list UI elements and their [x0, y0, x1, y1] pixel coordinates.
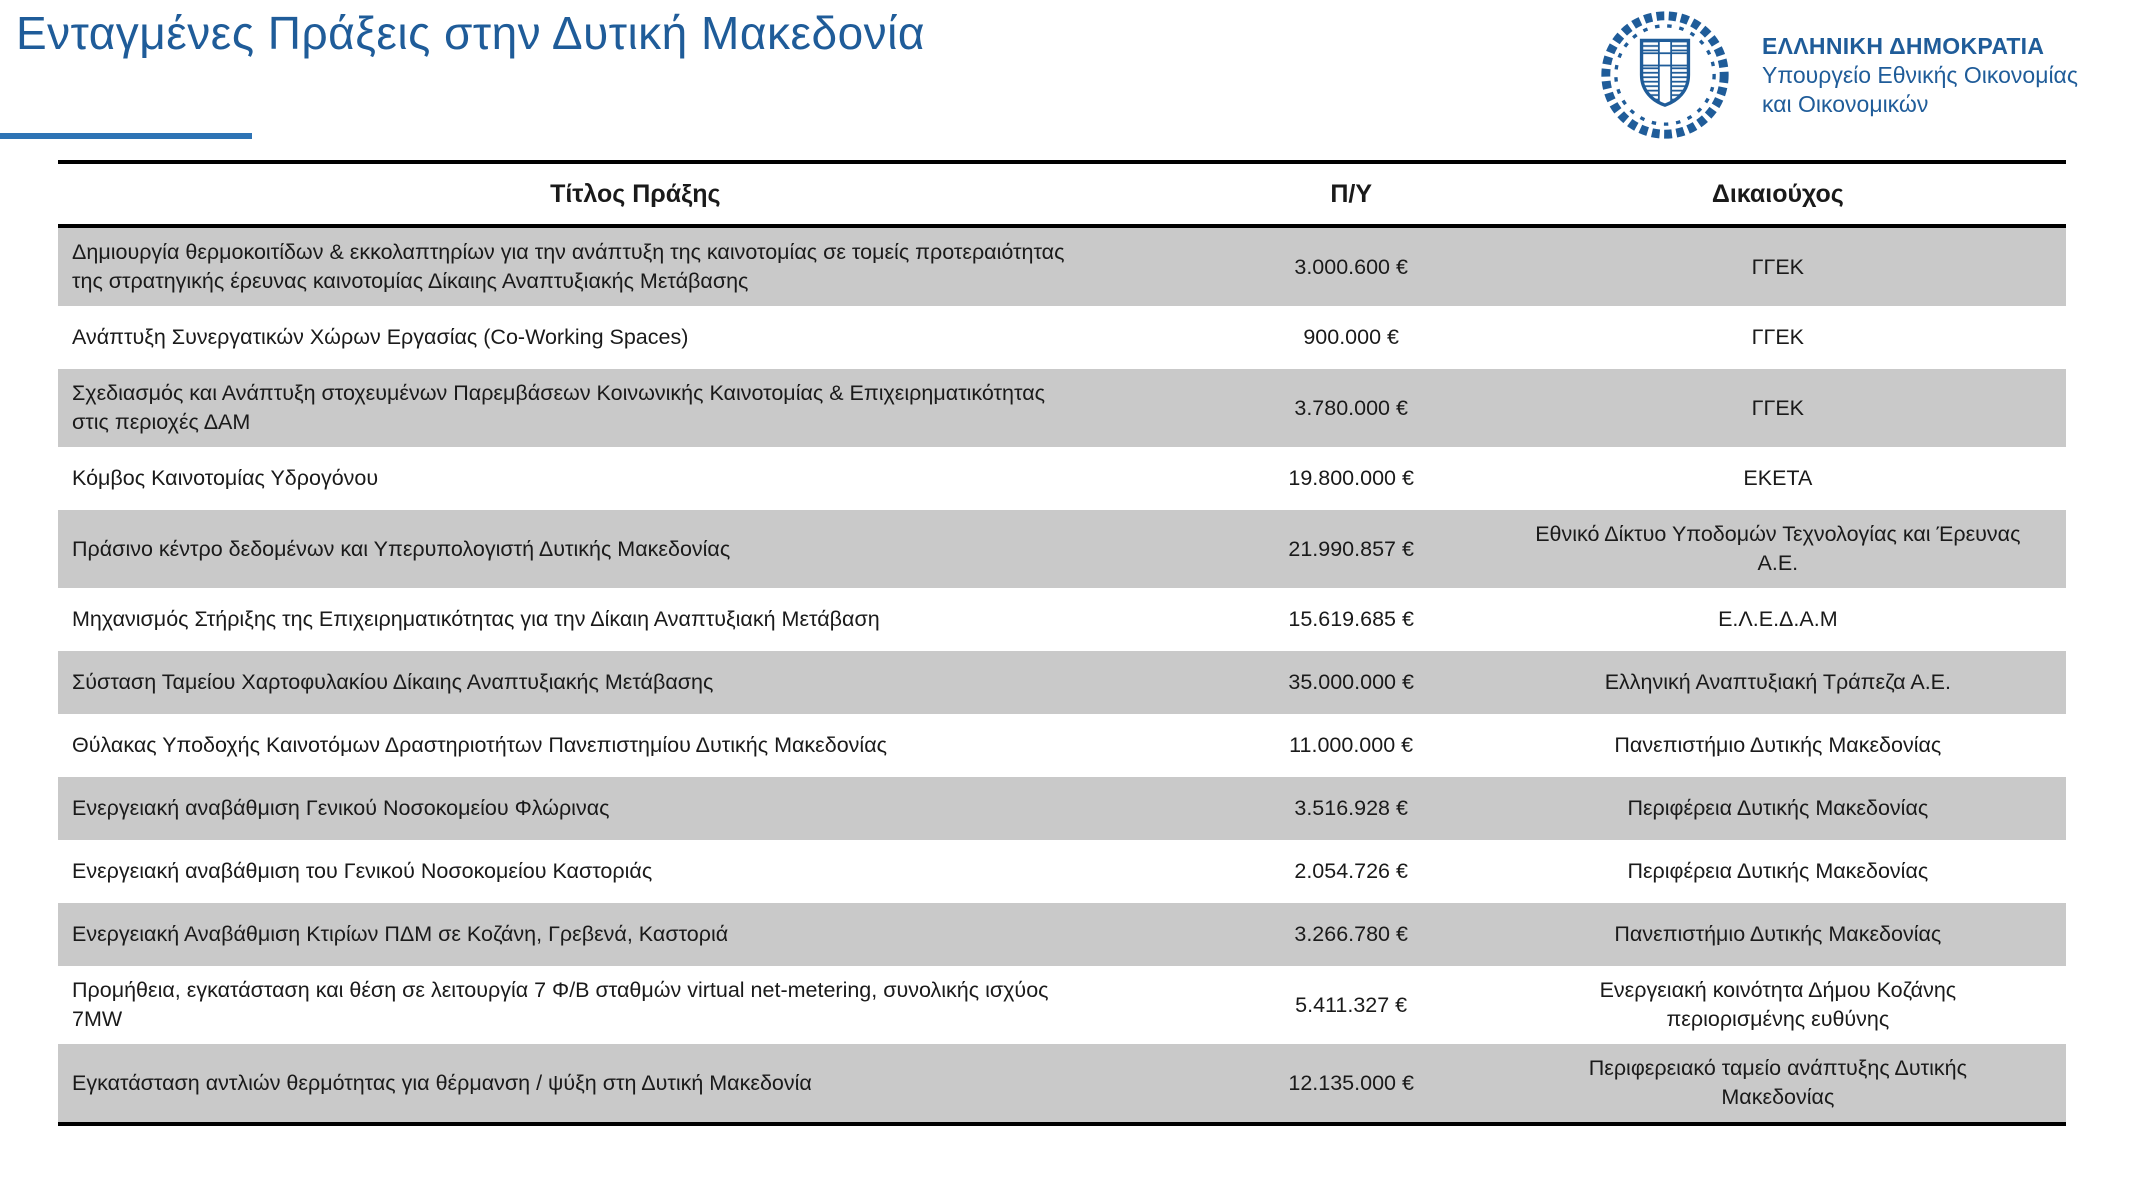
table-row: [58, 369, 2066, 447]
project-beneficiary-cell: Ε.Λ.Ε.Δ.Α.Μ: [1718, 607, 1838, 631]
project-budget-cell: 3.266.780 €: [1294, 922, 1408, 946]
table-row: [58, 777, 2066, 840]
project-title-cell: Κόμβος Καινοτομίας Υδρογόνου: [72, 466, 379, 490]
project-beneficiary-cell: Περιφέρεια Δυτικής Μακεδονίας: [1627, 859, 1929, 883]
government-logo: [1598, 8, 2078, 142]
table-row: [58, 840, 2066, 903]
project-title-cell: Σχεδιασμός και Ανάπτυξη στοχευμένων Παρεμβάσεων Κοινωνικής Καινοτομίας & Επιχειρηματικότητας στις περιοχές ΔΑΜ: [72, 381, 1045, 434]
gov-name: ΕΛΛΗΝΙΚΗ ΔΗΜΟΚΡΑΤΙΑ: [1762, 33, 2045, 59]
project-budget-cell: 15.619.685 €: [1288, 607, 1414, 631]
project-budget-cell: 21.990.857 €: [1288, 536, 1414, 561]
table-row: [58, 510, 2066, 588]
project-title-cell: Μηχανισμός Στήριξης της Επιχειρηματικότητας για την Δίκαιη Αναπτυξιακή Μετάβαση: [72, 607, 880, 631]
table-row: [58, 966, 2066, 1044]
project-beneficiary-cell: Εθνικό Δίκτυο Υποδομών Τεχνολογίας και Έρευνας Α.Ε.: [1535, 522, 2021, 575]
project-budget-cell: 3.516.928 €: [1294, 796, 1408, 820]
table-header-row: [58, 162, 2066, 226]
project-beneficiary-cell: Ελληνική Αναπτυξιακή Τράπεζα Α.Ε.: [1604, 670, 1951, 694]
project-title-cell: Ανάπτυξη Συνεργατικών Χώρων Εργασίας (Co-Working Spaces): [72, 325, 689, 349]
project-beneficiary-cell: ΕΚΕΤΑ: [1743, 466, 1813, 490]
project-budget-cell: 19.800.000 €: [1288, 466, 1414, 490]
title-underline: [0, 133, 252, 139]
gov-ministry-line-2: και Οικονομικών: [1762, 91, 1929, 117]
table-row: [58, 306, 2066, 369]
project-budget-cell: 12.135.000 €: [1213, 1044, 1490, 1124]
project-beneficiary-cell: Περιφερειακό ταμείο ανάπτυξης Δυτικής Μακεδονίας: [1490, 1044, 2066, 1124]
project-beneficiary-cell: ΓΓΕΚ: [1751, 254, 1805, 279]
table-row: [58, 714, 2066, 777]
project-budget-cell: 5.411.327 €: [1295, 992, 1408, 1017]
project-budget-cell: 3.780.000 €: [1294, 395, 1408, 420]
project-beneficiary-cell: Ενεργειακή κοινότητα Δήμου Κοζάνης περιορισμένης ευθύνης: [1599, 978, 1957, 1031]
table-row: [58, 226, 2066, 306]
project-beneficiary-cell: Πανεπιστήμιο Δυτικής Μακεδονίας: [1614, 922, 1942, 946]
table-row: [58, 651, 2066, 714]
project-title-cell: Ενεργειακή Αναβάθμιση Κτιρίων ΠΔΜ σε Κοζάνη, Γρεβενά, Καστοριά: [72, 922, 729, 946]
project-budget-cell: 35.000.000 €: [1288, 670, 1414, 694]
projects-table: [58, 160, 2066, 1126]
project-budget-cell: 900.000 €: [1303, 325, 1399, 349]
table-row: [58, 1044, 2066, 1124]
project-budget-cell: 3.000.600 €: [1294, 254, 1408, 279]
project-budget-cell: 11.000.000 €: [1289, 733, 1414, 757]
greek-republic-emblem-icon: [1598, 8, 1732, 142]
project-title-cell: Δημιουργία θερμοκοιτίδων & εκκολαπτηρίων για την ανάπτυξη της καινοτομίας σε τομείς προτεραιότητας της στρατηγικής έρευνας καινοτομίας Δίκαιης Αναπτυξιακής Μετάβασης: [72, 240, 1065, 293]
table-row: [58, 447, 2066, 510]
project-beneficiary-cell: ΓΓΕΚ: [1751, 325, 1805, 349]
project-title-cell: Πράσινο κέντρο δεδομένων και Υπερυπολογιστή Δυτικής Μακεδονίας: [72, 536, 731, 561]
project-beneficiary-cell: Περιφέρεια Δυτικής Μακεδονίας: [1627, 796, 1929, 820]
project-title-cell: Θύλακας Υποδοχής Καινοτόμων Δραστηριοτήτων Πανεπιστημίου Δυτικής Μακεδονίας: [72, 733, 887, 757]
project-title-cell: Ενεργειακή αναβάθμιση του Γενικού Νοσοκομείου Καστοριάς: [72, 859, 653, 883]
project-beneficiary-cell: ΓΓΕΚ: [1751, 395, 1805, 420]
project-beneficiary-cell: Πανεπιστήμιο Δυτικής Μακεδονίας: [1614, 733, 1942, 757]
project-budget-cell: 2.054.726 €: [1294, 859, 1408, 883]
page-title: Ενταγμένες Πράξεις στην Δυτική Μακεδονία: [16, 7, 925, 59]
project-title-cell: Ενεργειακή αναβάθμιση Γενικού Νοσοκομείου Φλώρινας: [72, 796, 610, 820]
project-title-cell: Προμήθεια, εγκατάσταση και θέση σε λειτουργία 7 Φ/Β σταθμών virtual net-metering, συνολικής ισχύος 7MW: [72, 978, 1049, 1031]
project-title-cell: Εγκατάσταση αντλιών θερμότητας για θέρμανση / ψύξη στη Δυτική Μακεδονία: [58, 1044, 1213, 1124]
column-header-budget: Π/Υ: [1213, 162, 1490, 226]
project-title-cell: Σύσταση Ταμείου Χαρτοφυλακίου Δίκαιης Αναπτυξιακής Μετάβασης: [72, 670, 714, 694]
column-header-beneficiary: Δικαιούχος: [1490, 162, 2066, 226]
column-header-project-title: Τίτλος Πράξης: [58, 162, 1213, 226]
gov-ministry-line-1: Υπουργείο Εθνικής Οικονομίας: [1762, 62, 2078, 88]
table-row: [58, 588, 2066, 651]
government-logo-text: [1762, 32, 2078, 119]
table-row: [58, 903, 2066, 966]
